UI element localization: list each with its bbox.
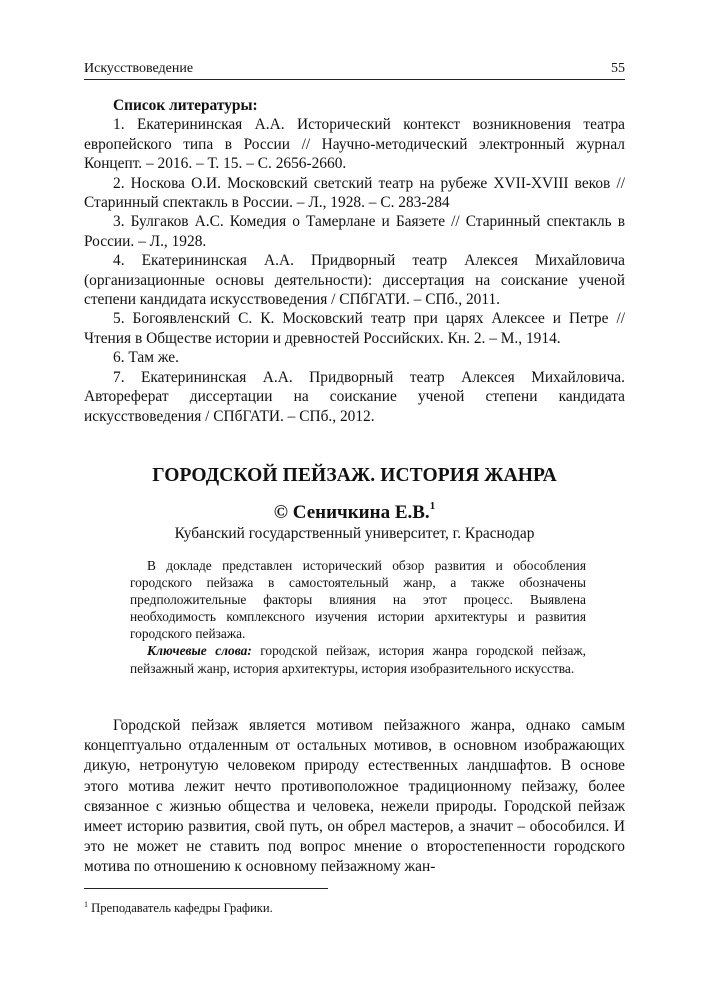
reference-item: 4. Екатерининская А.А. Придворный театр Алексея Михайловича (организационные основы деятельности): диссертация на соискание ученой степени кандидата искусствоведения / СПбГАТИ. – СПб., 2011. (84, 252, 625, 309)
body-paragraph: Городской пейзаж является мотивом пейзажного жанра, однако самым концептуально отдаленным от остальных мотивов, в основном изображающих дикую, нетронутую человеком природу естественных ландшафтов. В основе этого мотива лежит нечто противоположное традиционному пейзажу, более связанное с жизнью общества и человека, нежели природы. Городской пейзаж имеет историю развития, свой путь, он обрел мастеров, а значит – обособился. И это не может не ставить под вопрос мнение о второстепенности городского мотива по отношению к основному пейзажному жан- (84, 717, 625, 876)
reference-item: 7. Екатерининская А.А. Придворный театр Алексея Михайловича. Автореферат диссертации на соискание ученой степени кандидата искусствоведения / СПбГАТИ. – СПб., 2012. (84, 368, 625, 425)
author-affiliation: Кубанский государственный университет, г. Краснодар (174, 525, 535, 542)
author-footnote-mark: 1 (429, 500, 436, 512)
footnote-divider (84, 888, 328, 889)
keywords-line (130, 642, 586, 676)
references-list (84, 96, 625, 426)
header-section-title: Искусствоведение (84, 61, 194, 76)
article-body (84, 716, 625, 878)
running-header (84, 59, 625, 80)
reference-item: 3. Булгаков А.С. Комедия о Тамерлане и Баязете // Старинный спектакль в России. – Л., 1928. (84, 213, 625, 250)
keywords-label: Ключевые слова: (147, 643, 252, 659)
references-heading: Список литературы: (113, 97, 258, 114)
article-author (0, 500, 709, 524)
footnote (84, 900, 273, 916)
reference-item: 2. Носкова О.И. Московский светский театр на рубеже XVII-XVIII веков // Старинный спектакль в России. – Л., 1928. – С. 283-284 (84, 174, 625, 212)
abstract-text: В докладе представлен исторический обзор развития и обособления городского пейзажа в самостоятельный жанр, а также обозначены предположительные факторы влияния на этот процесс. Выявлена необходимость комплексного изучения истории архитектуры и развития городского пейзажа. (130, 558, 586, 642)
article-title: ГОРОДСКОЙ ПЕЙЗАЖ. ИСТОРИЯ ЖАНРА (152, 465, 557, 486)
abstract-block (130, 557, 586, 677)
footnote-text: Преподаватель кафедры Графики. (88, 901, 273, 915)
footnote-mark: 1 (84, 900, 88, 909)
page-number: 55 (611, 61, 625, 76)
author-name: © Сеничкина Е.В. (273, 502, 430, 523)
reference-item: 1. Екатерининская А.А. Исторический контекст возникновения театра европейского типа в России // Научно-методический электронный журнал Концепт. – 2016. – Т. 15. – С. 2656-2660. (84, 116, 625, 173)
reference-item: 6. Там же. (113, 349, 179, 367)
keywords-text: городской пейзаж, история жанра городской пейзаж, пейзажный жанр, история архитектуры, история изобразительного искусства. (130, 643, 586, 676)
reference-item: 5. Богоявленский С. К. Московский театр при царях Алексее и Петре // Чтения в Обществе истории и древностей Российских. Кн. 2. – М., 1914. (84, 310, 625, 347)
